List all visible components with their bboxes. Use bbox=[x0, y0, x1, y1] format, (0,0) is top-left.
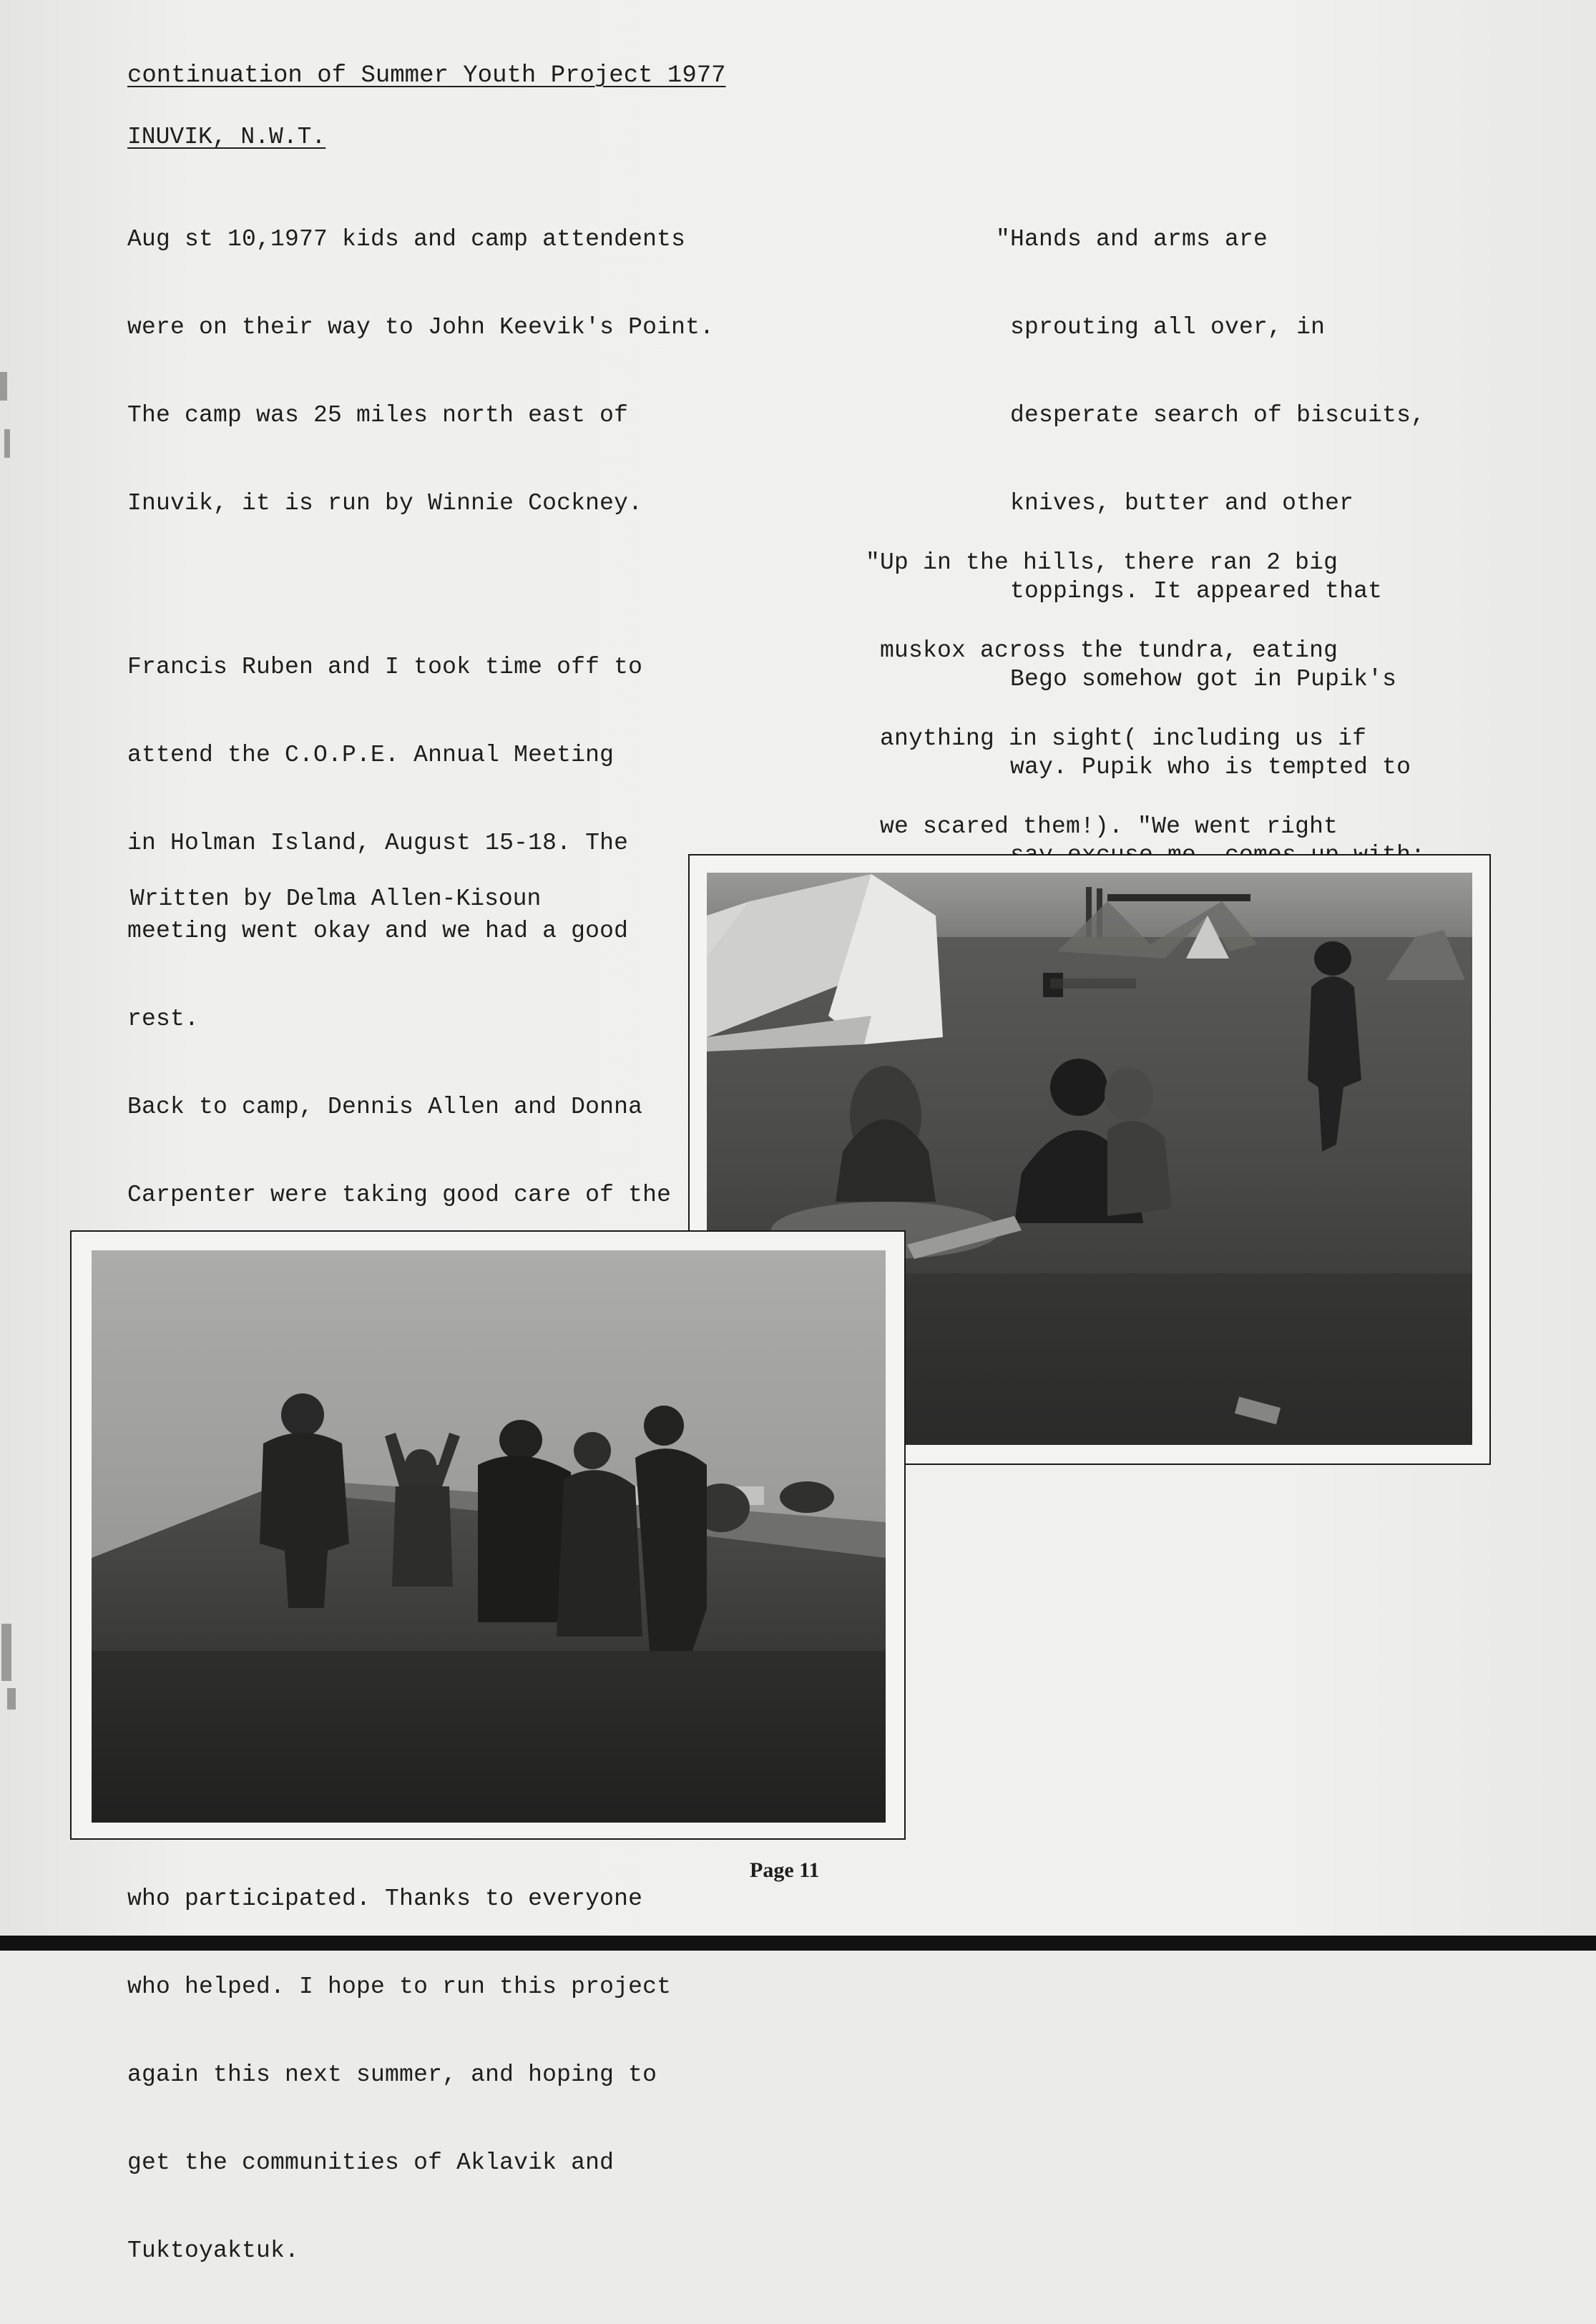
paragraph-line: get the communities of Aklavik and bbox=[127, 2149, 615, 2176]
paragraph-line: Carpenter were taking good care of the bbox=[127, 1182, 672, 1208]
quote-line: we scared them!). "We went right bbox=[866, 813, 1338, 840]
author-byline: Written by Delma Allen-Kisoun bbox=[130, 886, 542, 912]
paragraph-line: attend the C.O.P.E. Annual Meeting bbox=[127, 742, 615, 768]
binder-hole-mark bbox=[4, 429, 10, 458]
paragraph-line: were on their way to John Keevik's Point. bbox=[127, 314, 715, 340]
paragraph-line: again this next summer, and hoping to bbox=[127, 2061, 657, 2088]
page-number: Page 11 bbox=[750, 1858, 820, 1882]
quote-line: muskox across the tundra, eating bbox=[866, 637, 1338, 664]
paragraph-line: The camp was 25 miles north east of bbox=[127, 402, 629, 428]
quote-line: way. Pupik who is tempted to bbox=[996, 754, 1411, 780]
paragraph-line: in Holman Island, August 15-18. The bbox=[127, 830, 629, 856]
paragraph-line: Aug st 10,1977 kids and camp attendents bbox=[127, 226, 686, 252]
quote-line: anything in sight( including us if bbox=[866, 725, 1367, 752]
paragraph-line: rest. bbox=[127, 1006, 200, 1032]
quote-line: knives, butter and other bbox=[996, 490, 1354, 516]
paragraph-line: who participated. Thanks to everyone bbox=[127, 1886, 643, 1912]
paragraph-line: who helped. I hope to run this project bbox=[127, 1974, 672, 2000]
quote-line: "Up in the hills, there ran 2 big bbox=[866, 549, 1338, 576]
quote-line: desperate search of biscuits, bbox=[996, 402, 1426, 428]
quote-line: "Hands and arms are bbox=[996, 226, 1268, 252]
scan-bottom-edge bbox=[0, 1936, 1596, 1951]
location-heading: INUVIK, N.W.T. bbox=[127, 124, 326, 150]
quote-line: Bego somehow got in Pupik's bbox=[996, 666, 1397, 692]
group-photo-frame bbox=[70, 1230, 906, 1840]
binder-hole-mark bbox=[7, 1688, 16, 1710]
paragraph-line: meeting went okay and we had a good bbox=[127, 918, 629, 944]
quote-line: toppings. It appeared that bbox=[996, 578, 1383, 604]
paragraph-line: Back to camp, Dennis Allen and Donna bbox=[127, 1094, 643, 1120]
paragraph-line: Tuktoyaktuk. bbox=[127, 2237, 300, 2264]
paragraph-line: Inuvik, it is run by Winnie Cockney. bbox=[127, 490, 643, 516]
quote-line: sprouting all over, in bbox=[996, 314, 1326, 340]
paragraph-line: Francis Ruben and I took time off to bbox=[127, 654, 643, 680]
binder-hole-mark bbox=[1, 1624, 11, 1681]
page-header: continuation of Summer Youth Project 1977 bbox=[127, 62, 726, 89]
group-hillside-photo bbox=[92, 1250, 886, 1823]
binder-hole-mark bbox=[0, 372, 7, 401]
